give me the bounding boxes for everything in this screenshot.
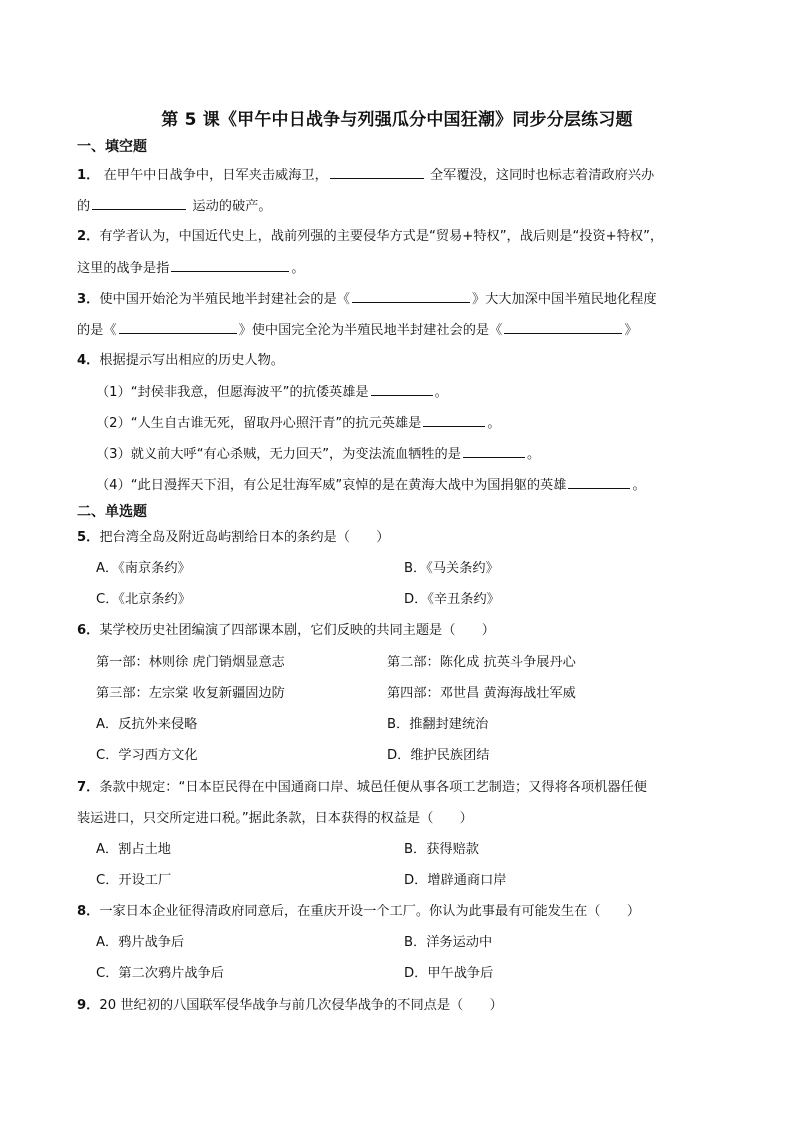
question-4-sub-1 xyxy=(96,382,448,403)
question-text: 有学者认为，中国近代史上，战前列强的主要侵华方式是“贸易+特权”，战后则是“投资+特权”， xyxy=(99,229,664,244)
question-3-line-1 xyxy=(77,289,657,310)
question-text: 这里的战争是指 xyxy=(77,261,170,276)
question-number: 6． xyxy=(77,623,100,638)
question-6-option-b[interactable]: B．推翻封建统治 xyxy=(387,717,489,732)
question-number: 1． xyxy=(77,168,100,183)
question-4-sub-2 xyxy=(96,413,501,434)
question-text: （1）“封侯非我意，但愿海波平”的抗倭英雄是 xyxy=(96,385,369,400)
question-text: 全军覆没，这同时也标志着清政府兴办 xyxy=(429,168,655,183)
question-6-play-4: 第四部：邓世昌 黄海海战壮军威 xyxy=(387,686,576,701)
question-2-line-2 xyxy=(77,258,305,279)
question-8-option-d[interactable]: D．甲午战争后 xyxy=(404,966,494,981)
question-text: 运动的破产。 xyxy=(192,199,272,214)
answer-blank[interactable] xyxy=(463,444,525,458)
answer-blank[interactable] xyxy=(568,475,630,489)
question-5-option-c[interactable]: C．《北京条约》 xyxy=(96,592,191,607)
question-text: 》 xyxy=(624,323,638,338)
question-7-line-1 xyxy=(77,778,647,798)
question-number: 3． xyxy=(77,292,100,307)
question-text: 。 xyxy=(632,478,646,493)
question-text: （3）就义前大呼“有心杀贼，无力回天”，为变法流血牺牲的是 xyxy=(96,447,461,462)
question-6-option-c[interactable]: C．学习西方文化 xyxy=(96,748,198,763)
question-4-sub-3 xyxy=(96,444,540,465)
answer-blank[interactable] xyxy=(352,289,470,303)
question-text: （2）“人生自古谁无死，留取丹心照汗青”的抗元英雄是 xyxy=(96,416,422,431)
question-5-option-d[interactable]: D．《辛丑条约》 xyxy=(404,592,500,607)
question-number: 4． xyxy=(77,353,100,368)
question-text: 在甲午中日战争中，日军夹击威海卫， xyxy=(103,168,328,183)
question-4-stem xyxy=(77,351,284,371)
question-7-option-d[interactable]: D．增辟通商口岸 xyxy=(404,873,507,888)
question-5-option-a[interactable]: A．《南京条约》 xyxy=(96,561,191,576)
answer-blank[interactable] xyxy=(371,382,433,396)
answer-blank[interactable] xyxy=(423,413,485,427)
question-text: 》大大加深中国半殖民地化程度 xyxy=(471,292,657,307)
question-number: 7． xyxy=(77,780,100,795)
question-text: 。 xyxy=(291,261,305,276)
question-text: 。 xyxy=(526,447,541,462)
question-text: 的是《 xyxy=(77,323,117,338)
question-text: 根据提示写出相应的历史人物。 xyxy=(99,353,284,368)
question-6-play-1: 第一部：林则徐 虎门销烟显意志 xyxy=(96,655,285,670)
question-9-stem xyxy=(77,996,503,1016)
answer-blank[interactable] xyxy=(171,258,289,272)
question-text: 。 xyxy=(434,385,448,400)
section-heading-single: 二、单选题 xyxy=(77,504,147,520)
question-text: （4）“此日漫挥天下泪，有公足壮海军威”哀悼的是在黄海大战中为国捐躯的英雄 xyxy=(96,478,567,493)
question-number: 8． xyxy=(77,904,100,919)
question-6-play-3: 第三部：左宗棠 收复新疆固边防 xyxy=(96,686,285,701)
question-number: 9． xyxy=(77,998,100,1013)
question-7-option-c[interactable]: C．开设工厂 xyxy=(96,873,172,888)
question-8-stem xyxy=(77,902,640,922)
question-8-option-b[interactable]: B．洋务运动中 xyxy=(404,935,493,950)
answer-blank[interactable] xyxy=(504,320,622,334)
question-6-option-a[interactable]: A．反抗外来侵略 xyxy=(96,717,198,732)
answer-blank[interactable] xyxy=(119,320,237,334)
question-5-stem xyxy=(77,528,390,548)
question-1-line-2 xyxy=(77,196,272,217)
question-text: 的 xyxy=(77,199,91,214)
question-text: 某学校历史社团编演了四部课本剧，它们反映的共同主题是（ ） xyxy=(99,623,495,638)
question-7-line-2: 装运进口，只交所定进口税。”据此条款，日本获得的权益是（ ） xyxy=(77,811,473,826)
question-3-line-2 xyxy=(77,320,638,341)
question-8-option-a[interactable]: A．鸦片战争后 xyxy=(96,935,185,950)
question-5-option-b[interactable]: B．《马关条约》 xyxy=(404,561,499,576)
question-7-option-b[interactable]: B．获得赔款 xyxy=(404,842,479,857)
question-7-option-a[interactable]: A．割占土地 xyxy=(96,842,171,857)
question-text: 。 xyxy=(487,416,501,431)
answer-blank[interactable] xyxy=(92,196,186,210)
question-8-option-c[interactable]: C．第二次鸦片战争后 xyxy=(96,966,224,981)
question-4-sub-4 xyxy=(96,475,646,496)
section-heading-fill: 一、填空题 xyxy=(77,139,147,155)
question-6-option-d[interactable]: D．维护民族团结 xyxy=(387,748,490,763)
page-title: 第 5 课《甲午中日战争与列强瓜分中国狂潮》同步分层练习题 xyxy=(161,110,633,130)
question-number: 2． xyxy=(77,229,100,244)
question-text: 20 世纪初的八国联军侵华战争与前几次侵华战争的不同点是（ ） xyxy=(99,998,503,1013)
question-2-line-1 xyxy=(77,227,663,247)
question-text: 使中国开始沦为半殖民地半封建社会的是《 xyxy=(99,292,350,307)
question-text: 条款中规定：“日本臣民得在中国通商口岸、城邑任便从事各项工艺制造；又得将各项机器任便 xyxy=(99,780,647,795)
answer-blank[interactable] xyxy=(330,165,424,179)
question-text: 一家日本企业征得清政府同意后，在重庆开设一个工厂。你认为此事最有可能发生在（ ） xyxy=(99,904,641,919)
question-1-line-1 xyxy=(77,165,654,186)
question-6-play-2: 第二部：陈化成 抗英斗争展丹心 xyxy=(387,655,576,670)
question-6-stem xyxy=(77,621,495,641)
question-text: 把台湾全岛及附近岛屿割给日本的条约是（ ） xyxy=(99,530,390,545)
question-number: 5． xyxy=(77,530,100,545)
question-text: 》使中国完全沦为半殖民地半封建社会的是《 xyxy=(238,323,503,338)
